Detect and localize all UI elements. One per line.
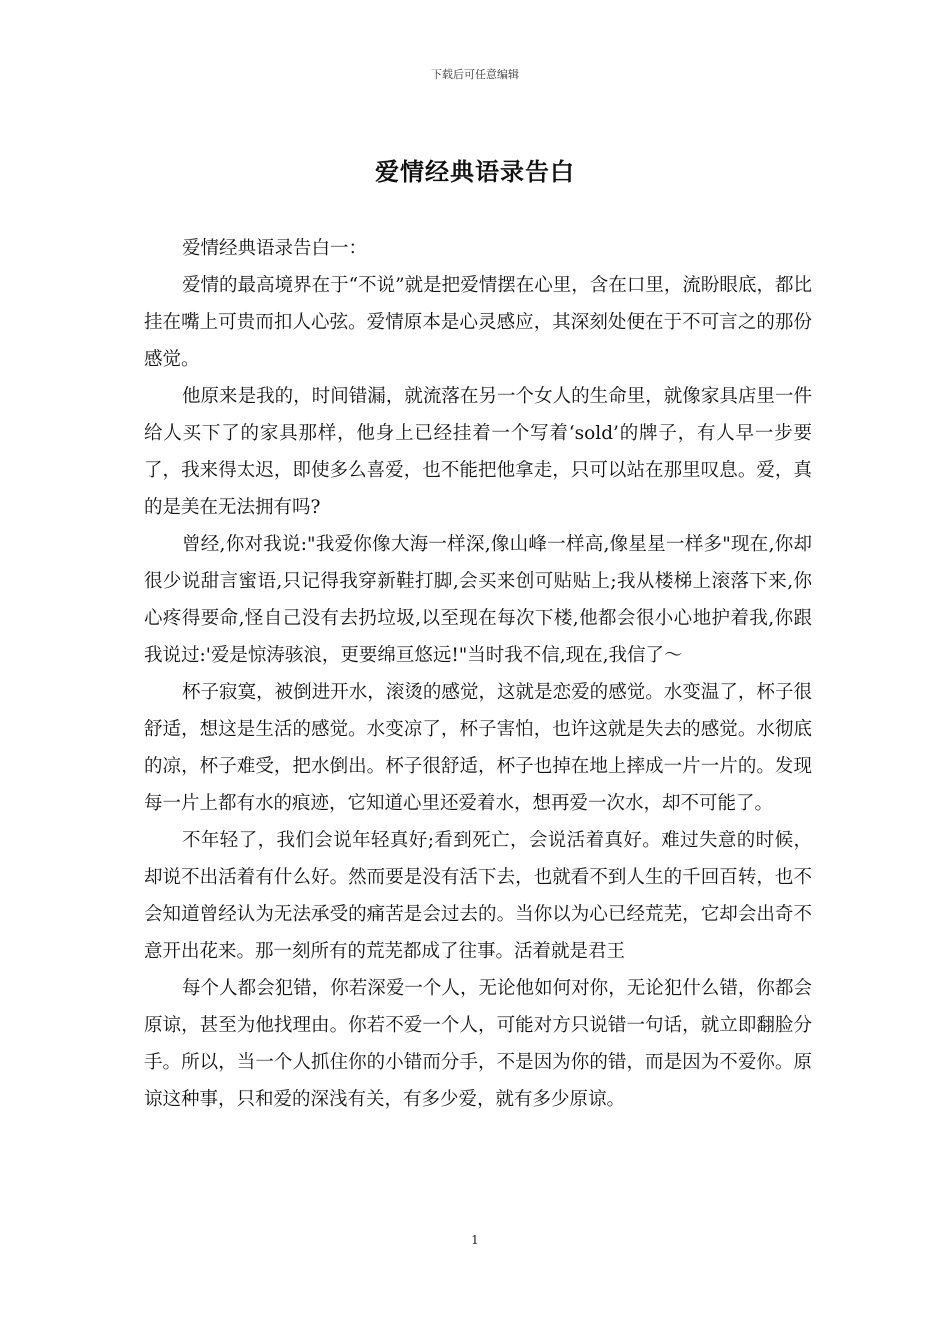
document-body	[144, 230, 812, 1118]
paragraph: 杯子寂寞，被倒进开水，滚烫的感觉，这就是恋爱的感觉。水变温了，杯子很舒适，想这是生活的感觉。水变凉了，杯子害怕，也许这就是失去的感觉。水彻底的凉，杯子难受，把水倒出。杯子很舒适，杯子也掉在地上摔成一片一片的。发现每一片上都有水的痕迹，它知道心里还爱着水，想再爱一次水，却不可能了。	[144, 682, 812, 814]
paragraph: 不年轻了，我们会说年轻真好;看到死亡，会说活着真好。难过失意的时候，却说不出活着有什么好。然而要是没有活下去，也就看不到人生的千回百转，也不会知道曾经认为无法承受的痛苦是会过去的。当你以为心已经荒芜，它却会出奇不意开出花来。那一刻所有的荒芜都成了往事。活着就是君王	[144, 830, 812, 962]
paragraph: 曾经,你对我说:"我爱你像大海一样深,像山峰一样高,像星星一样多"现在,你却很少说甜言蜜语,只记得我穿新鞋打脚,会买来创可贴贴上;我从楼梯上滚落下来,你心疼得要命,怪自己没有去扔垃圾,以至现在每次下楼,他都会很小心地护着我,你跟我说过:'爱是惊涛骇浪，更要绵亘悠远!"当时我不信,现在,我信了～	[144, 534, 812, 666]
header-note: 下载后可任意编辑	[431, 68, 519, 81]
document-title: 爱情经典语录告白	[375, 158, 575, 186]
paragraph-heading: 爱情经典语录告白一：	[182, 238, 368, 259]
paragraph: 每个人都会犯错，你若深爱一个人，无论他如何对你，无论犯什么错，你都会原谅，甚至为他找理由。你若不爱一个人，可能对方只说错一句话，就立即翻脸分手。所以，当一个人抓住你的小错而分手，不是因为你的错，而是因为不爱你。原谅这种事，只和爱的深浅有关，有多少爱，就有多少原谅。	[144, 978, 812, 1110]
paragraph: 他原来是我的，时间错漏，就流落在另一个女人的生命里，就像家具店里一件给人买下了的家具那样，他身上已经挂着一个写着‘sold’的牌子，有人早一步要了，我来得太迟，即使多么喜爱，也不能把他拿走，只可以站在那里叹息。爱，真的是美在无法拥有吗?	[144, 386, 812, 518]
paragraph: 爱情的最高境界在于“不说”就是把爱情摆在心里，含在口里，流盼眼底，都比挂在嘴上可贵而扣人心弦。爱情原本是心灵感应，其深刻处便在于不可言之的那份感觉。	[144, 275, 812, 370]
page-number: 1	[471, 1233, 479, 1247]
